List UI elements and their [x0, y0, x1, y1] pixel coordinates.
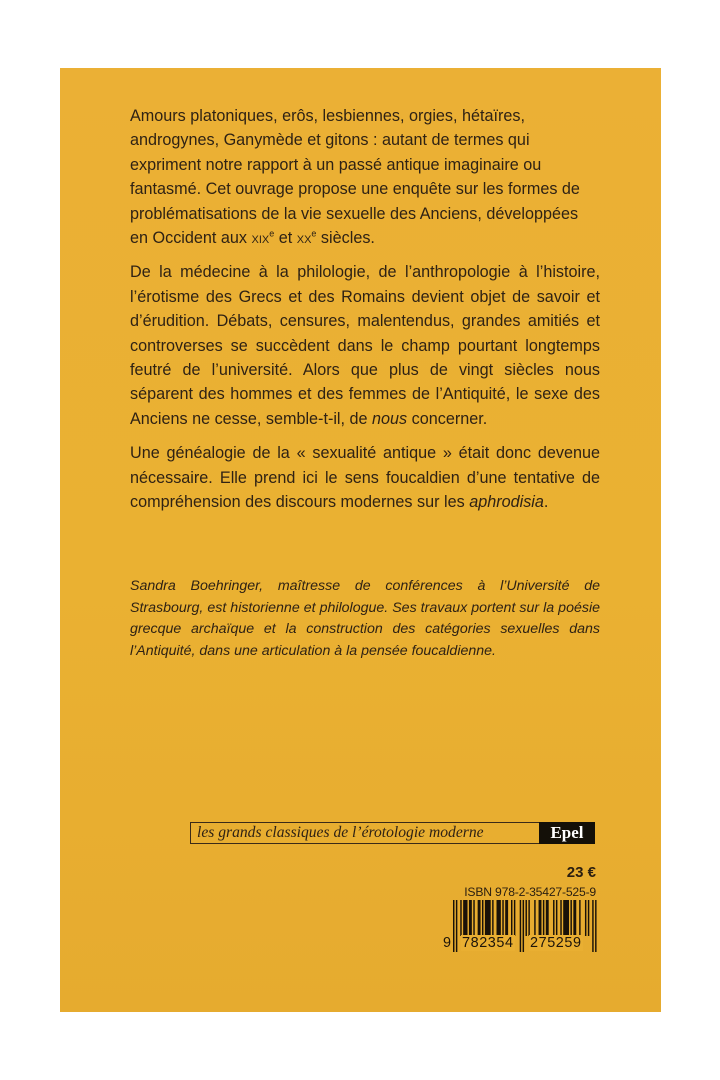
blurb-text: concerner.: [407, 409, 488, 428]
blurb-text: De la médecine à la philologie, de l’anthropologie à l’histoire, l’érotisme des Grecs et des Romains devient objet de savoir et d’érudition. Débats, censures, malentendus, grandes amitiés et controverses se succèdent dans le champ pourtant longtemps feutré de l’université. Alors que plus de vingt siècles nous séparent des hommes et des femmes de l’Antiquité, le sexe des Anciens ne cesse, semble-t-il, de: [130, 263, 600, 428]
blurb-paragraph-1: [130, 104, 600, 250]
blurb-text: .: [543, 493, 549, 512]
blurb-text: Amours platoniques, erôs, lesbiennes, orgies, hétaïres, androgynes, Ganymède et gitons : autant de termes qui expriment notre rapport à un passé antique imaginaire ou fantasmé. Cet ouvrage propose une enquête sur les formes de problématisations de la vie sexuelle des Anciens, développées en Occident aux: [130, 107, 580, 248]
barcode-group-1: 782354: [462, 935, 514, 951]
blurb-paragraph-2: [130, 260, 600, 431]
blurb-text: et: [274, 229, 297, 248]
ordinal-superscript: e: [269, 228, 275, 239]
barcode-group-2: 275259: [530, 935, 582, 951]
century-numeral: xix: [251, 229, 270, 248]
series-title: les grands classiques de l’érotologie moderne: [190, 822, 539, 844]
century-numeral: xx: [296, 229, 312, 248]
author-bio: Sandra Boehringer, maîtresse de conférences à l’Université de Strasbourg, est historienne et philologue. Ses travaux portent sur la poésie grecque archaïque et la construction des catégories sexuelles dans l’Antiquité, dans une articulation à la pensée foucaldienne.: [130, 578, 600, 659]
isbn-label: ISBN 978-2-35427-525-9: [464, 885, 596, 899]
blurb-paragraph-3: [130, 441, 600, 514]
emphasis-text: nous: [372, 409, 408, 428]
emphasis-text: aphrodisia: [469, 493, 544, 512]
blurb-text: siècles.: [316, 229, 375, 248]
blurb-text: Une généalogie de la « sexualité antique » était donc devenue nécessaire. Elle prend ici le sens foucaldien d’une tentative de compréhension des discours modernes sur les: [130, 444, 600, 512]
publisher-logo: Epel: [539, 822, 595, 844]
ordinal-superscript: e: [311, 228, 317, 239]
back-cover-blurb: [130, 104, 600, 525]
barcode-lead-digit: 9: [443, 935, 452, 951]
price-label: 23 €: [566, 864, 596, 881]
